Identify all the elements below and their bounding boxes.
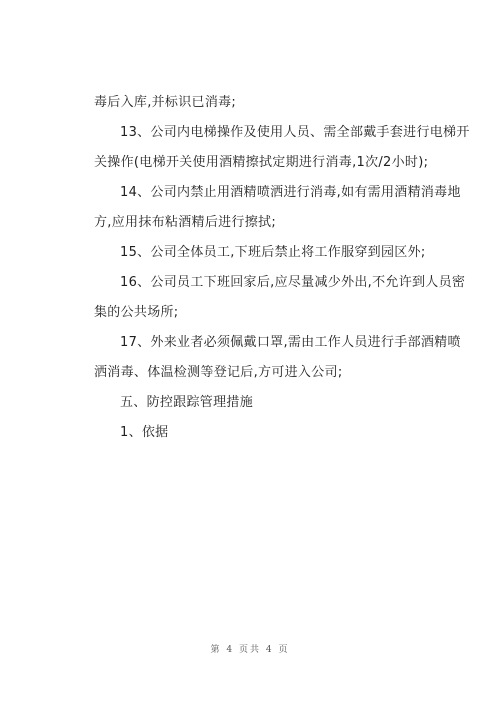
text-line: 毒后入库,并标识已消毒;	[94, 95, 237, 110]
text-line: 16、公司员工下班回家后,应尽量减少外出,不允许到人员密	[120, 275, 466, 290]
text-line: 1、依据	[120, 425, 169, 440]
body-text	[94, 88, 470, 448]
text-line: 13、公司内电梯操作及使用人员、需全部戴手套进行电梯开	[120, 125, 470, 140]
text-line: 关操作(电梯开关使用酒精擦拭定期进行消毒,1次/2小时);	[94, 155, 429, 170]
text-line: 方,应用抹布粘酒精后进行擦拭;	[94, 215, 277, 230]
text-line: 15、公司全体员工,下班后禁止将工作服穿到园区外;	[120, 245, 426, 260]
text-line: 洒消毒、体温检测等登记后,方可进入公司;	[94, 365, 343, 380]
text-line: 17、外来业者必须佩戴口罩,需由工作人员进行手部酒精喷	[120, 335, 461, 350]
text-line: 14、公司内禁止用酒精喷洒进行消毒,如有需用酒精消毒地	[120, 185, 461, 200]
section-heading: 五、防控跟踪管理措施	[120, 395, 254, 410]
page-number-footer: 第 4 页共 4 页	[210, 645, 290, 655]
text-line: 集的公共场所;	[94, 305, 179, 320]
